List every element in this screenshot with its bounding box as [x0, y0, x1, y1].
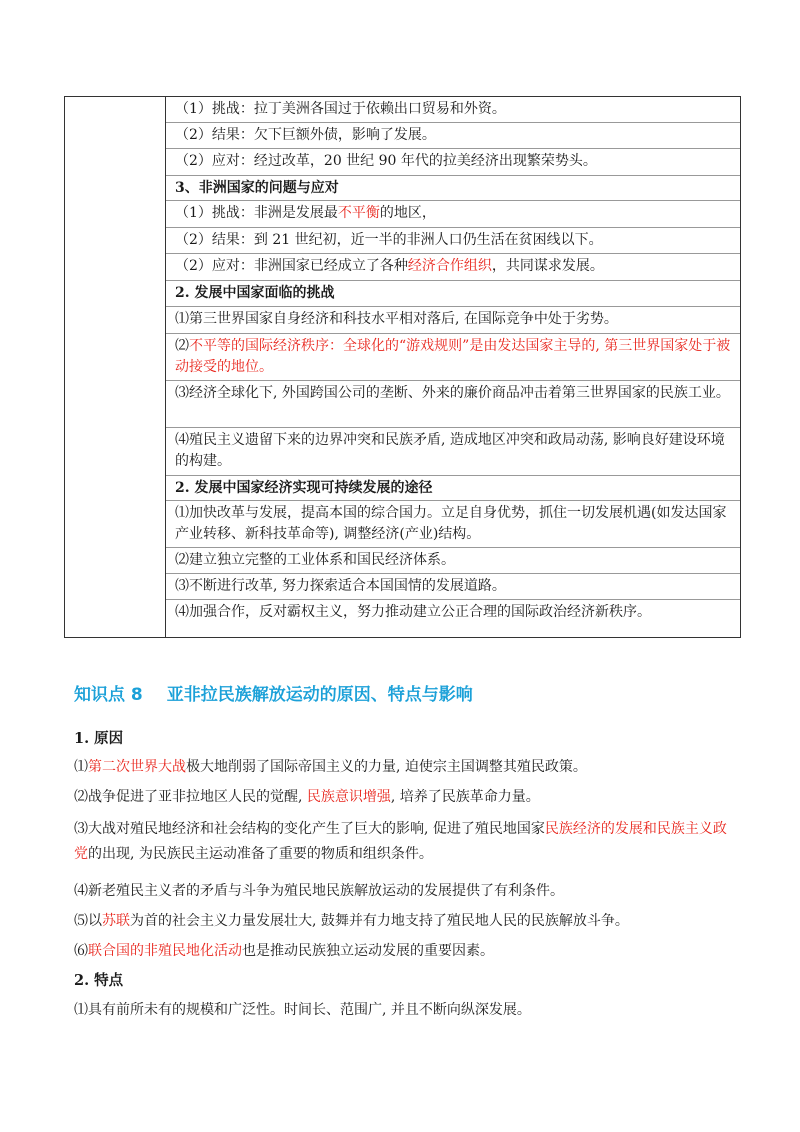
text-segment: ⑵战争促进了亚非拉地区人民的觉醒, — [74, 789, 307, 805]
text-segment: ⑴具有前所未有的规模和广泛性。时间长、范围广, 并且不断向纵深发展。 — [74, 1002, 531, 1018]
cause-item — [74, 817, 736, 867]
text-segment: （2）结果：欠下巨额外债，影响了发展。 — [175, 127, 436, 143]
text-segment: ⑹ — [74, 943, 88, 959]
table-row — [166, 600, 740, 638]
table-row — [166, 428, 740, 476]
table-row — [166, 281, 740, 307]
text-segment: 的出现, 为民族民主运动准备了重要的物质和组织条件。 — [88, 846, 433, 862]
table-row — [166, 381, 740, 428]
text-segment: 民族意识增强 — [306, 789, 391, 805]
table-left-column — [65, 97, 166, 637]
table-row — [166, 149, 740, 176]
subheading-features: 2. 特点 — [74, 972, 124, 989]
text-segment: 不平衡 — [337, 205, 380, 221]
text-segment: ⑵建立独立完整的工业体系和国民经济体系。 — [175, 552, 455, 568]
table-row — [166, 123, 740, 149]
text-segment: 2. 发展中国家经济实现可持续发展的途径 — [175, 480, 433, 496]
table-row — [166, 97, 740, 123]
text-segment: 经济合作组织 — [407, 258, 492, 274]
table-row — [166, 476, 740, 501]
text-segment: 也是推动民族独立运动发展的重要因素。 — [242, 943, 494, 959]
feature-item — [74, 1000, 736, 1021]
text-segment: 的地区， — [379, 205, 436, 221]
table-row — [166, 574, 740, 600]
text-segment: 联合国的非殖民地化活动 — [88, 943, 242, 959]
text-segment: ⑶不断进行改革, 努力探索适合本国国情的发展道路。 — [175, 578, 506, 594]
section-heading — [74, 680, 473, 705]
table-row — [166, 176, 740, 201]
subheading-causes: 1. 原因 — [74, 730, 124, 747]
text-segment: （2）结果：到 21 世纪初，近一半的非洲人口仍生活在贫困线以下。 — [175, 232, 603, 248]
text-segment: ⑴加快改革与发展，提高本国的综合国力。立足自身优势，抓住一切发展机遇(如发达国家产业转移、新科技革命等), 调整经济(产业)结构。 — [175, 505, 727, 542]
text-segment: 为首的社会主义力量发展壮大, 鼓舞并有力地支持了殖民地人民的民族解放斗争。 — [130, 913, 629, 929]
table-row — [166, 254, 740, 281]
text-segment: 不平等的国际经济秩序：全球化的“游戏规则”是由发达国家主导的, 第三世界国家处于被动接受的地位。 — [175, 338, 731, 375]
table-row — [166, 548, 740, 574]
cause-item — [74, 941, 736, 962]
text-segment: ⑴ — [74, 759, 88, 775]
cause-item — [74, 911, 736, 932]
text-segment: ⑸以 — [74, 913, 102, 929]
cause-item — [74, 757, 736, 778]
cause-item — [74, 881, 736, 902]
text-segment: ，共同谋求发展。 — [491, 258, 604, 274]
text-segment: ⑷殖民主义遗留下来的边界冲突和民族矛盾, 造成地区冲突和政局动荡, 影响良好建设环境的构建。 — [175, 432, 725, 469]
text-segment: 2. 发展中国家面临的挑战 — [175, 285, 335, 301]
text-segment: （2）应对：非洲国家已经成立了各种 — [175, 258, 408, 274]
text-segment: （2）应对：经过改革，20 世纪 90 年代的拉美经济出现繁荣势头。 — [175, 153, 597, 169]
cause-item — [74, 787, 736, 808]
text-segment: 第二次世界大战 — [88, 759, 186, 775]
table-row — [166, 334, 740, 381]
text-segment: ⑶经济全球化下, 外国跨国公司的垄断、外来的廉价商品冲击着第三世界国家的民族工业。 — [175, 385, 730, 401]
text-segment: ⑶大战对殖民地经济和社会结构的变化产生了巨大的影响, 促进了殖民地国家 — [74, 821, 545, 837]
knowledge-table — [64, 96, 741, 638]
table-row — [166, 201, 740, 228]
section-label: 知识点 8 — [74, 685, 143, 705]
text-segment: 苏联 — [102, 913, 130, 929]
text-segment: ⑷加强合作，反对霸权主义，努力推动建立公正合理的国际政治经济新秩序。 — [175, 604, 651, 620]
text-segment: 民族经济的发展和民族主义政党 — [74, 821, 727, 862]
text-segment: 极大地削弱了国际帝国主义的力量, 迫使宗主国调整其殖民政策。 — [186, 759, 587, 775]
text-segment: ⑷新老殖民主义者的矛盾与斗争为殖民地民族解放运动的发展提供了有利条件。 — [74, 883, 564, 899]
table-row — [166, 501, 740, 548]
text-segment: （1）挑战：非洲是发展最 — [175, 205, 338, 221]
text-segment: ⑵ — [175, 338, 189, 354]
table-content-column — [166, 97, 740, 637]
table-row — [166, 307, 740, 334]
text-segment: , 培养了民族革命力量。 — [390, 789, 540, 805]
table-row — [166, 228, 740, 254]
text-segment: ⑴第三世界国家自身经济和科技水平相对落后, 在国际竞争中处于劣势。 — [175, 311, 618, 327]
section-title: 亚非拉民族解放运动的原因、特点与影响 — [166, 685, 473, 705]
text-segment: 3、非洲国家的问题与应对 — [175, 180, 339, 196]
text-segment: （1）挑战：拉丁美洲各国过于依赖出口贸易和外资。 — [175, 101, 506, 117]
